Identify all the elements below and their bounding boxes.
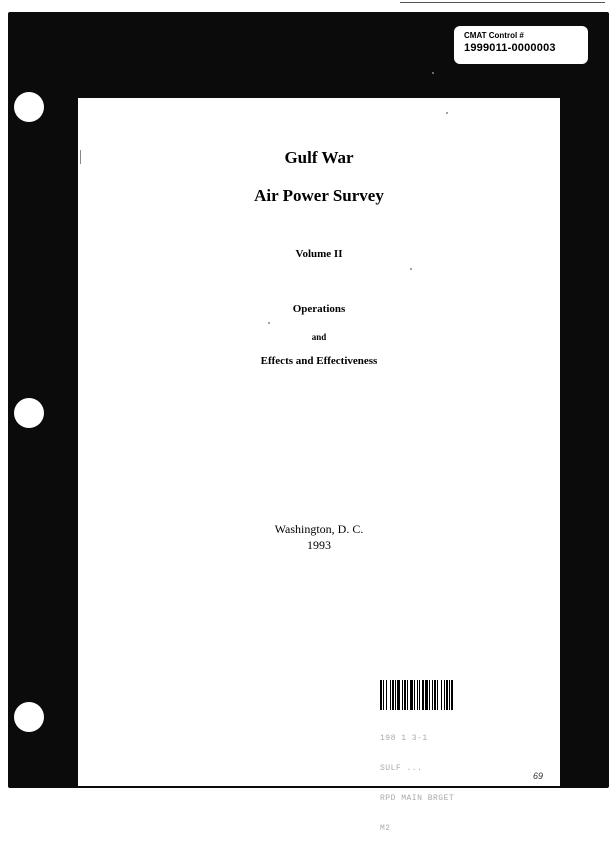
cmat-control-sticker [454,26,588,64]
publication-year: 1993 [307,538,331,552]
volume-label: Volume II [295,248,343,260]
barcode-stamp-text [380,714,490,854]
subtitle-line-2: Effects and Effectiveness [260,355,378,367]
punch-hole-bottom [14,702,44,732]
scan-speck [432,72,434,74]
publication-place: Washington, D. C. [274,522,364,536]
title-line-2: Air Power Survey [254,186,384,205]
punch-hole-top [14,92,44,122]
scan-speck [446,112,448,114]
control-number: 1999011-0000003 [464,42,556,54]
stamp-line: SULF ... [380,764,423,773]
title-line-1: Gulf War [284,148,354,167]
scan-speck [268,322,270,324]
stamp-line: 198 1 3-1 [380,734,428,743]
handwritten-page-mark: 69 [533,771,544,781]
scan-speck [80,150,81,164]
scan-edge-line [400,2,605,3]
barcode [380,680,502,710]
punch-hole-middle [14,398,44,428]
sticker-label: CMAT Control # [464,31,524,40]
subtitle-connector: and [311,332,327,342]
stamp-line: M2 [380,824,391,833]
subtitle-line-1: Operations [292,303,346,315]
stamp-line: RPD MAIN BRGET [380,794,455,803]
scan-speck [410,268,412,270]
